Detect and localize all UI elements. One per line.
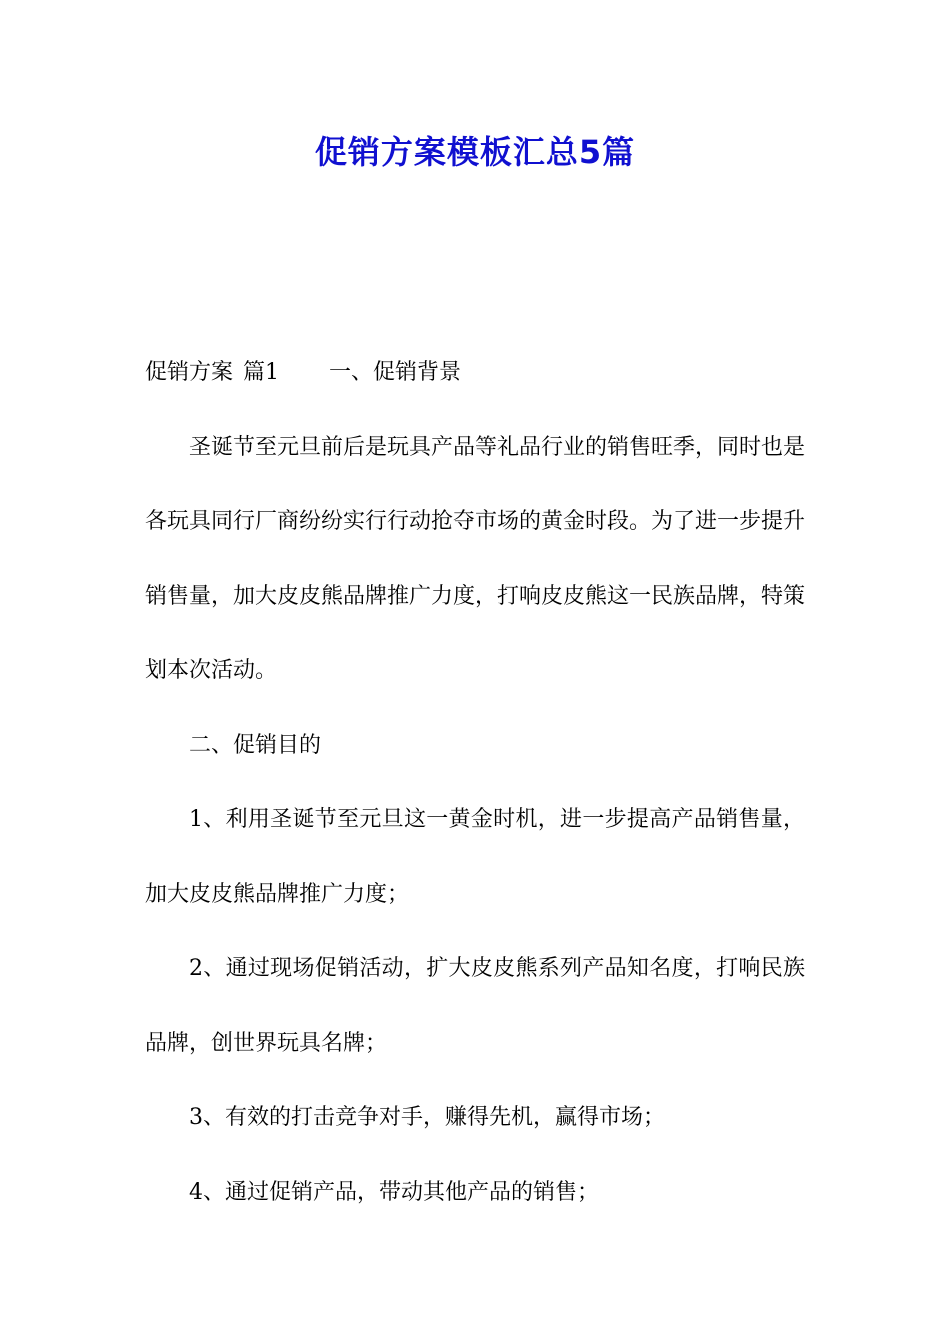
section-heading-line	[145, 336, 805, 411]
paragraph-background: 圣诞节至元旦前后是玩具产品等礼品行业的销售旺季，同时也是各玩具同行厂商纷纷实行行动抢夺市场的黄金时段。为了进一步提升销售量，加大皮皮熊品牌推广力度，打响皮皮熊这一民族品牌，特策划本次活动。	[145, 434, 806, 683]
list-item: 3、有效的打击竞争对手，赚得先机，赢得市场；	[189, 1105, 665, 1130]
list-item: 1、利用圣诞节至元旦这一黄金时机，进一步提高产品销售量，加大皮皮熊品牌推广力度；	[145, 807, 805, 907]
list-item: 2、通过现场促销活动，扩大皮皮熊系列产品知名度，打响民族品牌，创世界玩具名牌；	[145, 956, 805, 1056]
section-heading-purpose: 二、促销目的	[189, 732, 322, 758]
heading-section: 一、促销背景	[329, 360, 462, 385]
heading-part: 篇1	[243, 360, 280, 385]
list-item: 4、通过促销产品，带动其他产品的销售；	[189, 1179, 599, 1205]
document-title: 促销方案模板汇总5篇	[314, 133, 636, 171]
heading-prefix: 促销方案	[145, 360, 234, 385]
document-body	[145, 336, 805, 1230]
